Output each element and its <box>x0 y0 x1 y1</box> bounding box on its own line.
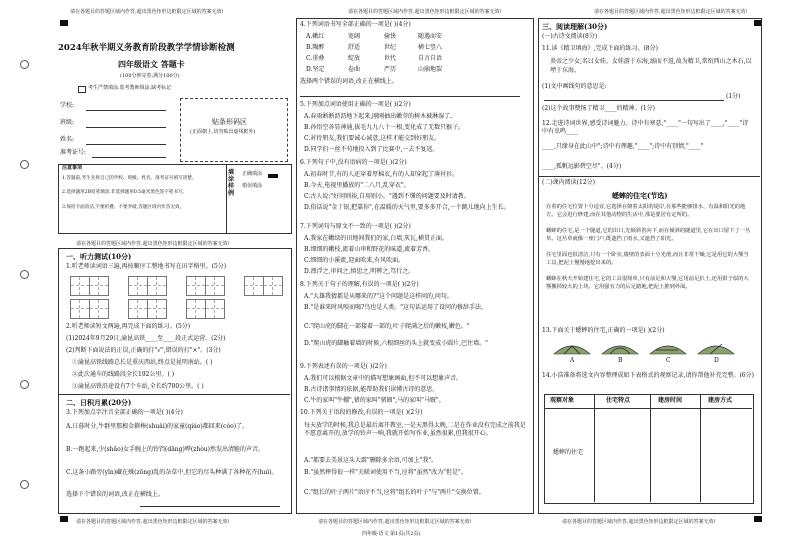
q7-text: 7.下列词句与原文不一致的一项是( )(2分) <box>300 223 411 230</box>
q7-opt: D.漂浮之,审问之,慎思之,明辨之,笃行之。 <box>304 268 415 275</box>
q12-line2: ____,只缘身在此山中";诗中有理趣,"____";诗中有别情,"____" <box>542 143 704 150</box>
tianzige-cell[interactable] <box>147 299 167 319</box>
q5-opt: B.孙悟空各显神通,拔毛九九八十一根,变化成了无数只猴子。 <box>304 124 465 131</box>
q8-opt: D."爬山虎的脚触着墙的时候,六根细丝的头上就变成小圆片,巴住墙。" <box>304 340 488 347</box>
q13-option-label[interactable]: B <box>618 357 623 364</box>
q2-text: 2.听老师读短文两遍,再完成下面的练习。(5分) <box>66 323 191 330</box>
school-field[interactable] <box>86 110 166 111</box>
burrow-option-image <box>696 340 736 356</box>
tianzige-cell[interactable] <box>147 276 167 296</box>
article-para: 住宅里面也很清洁,只有一个卧室,墙壁的表面十分光滑,而且非常干燥,它是用它的大颚当工具,把泥土慢慢地挖出来的。 <box>546 252 749 266</box>
article-para: 蟋蟀在秋天开始建住宅,它的工具很简单,只有前足和大颚,它用前足扒土,还用钳子似的大颚搬掉较大的土块。它用强有力的后足踏地,把泥土推到外面。 <box>546 276 749 290</box>
q3d-text: 选择下个错误的词语,改正在横线上。 <box>66 491 164 498</box>
q13-option-label[interactable]: A <box>570 357 575 364</box>
table-answer-cell[interactable] <box>701 409 751 501</box>
q4-row: C.重叠 <box>306 55 325 62</box>
q6-opt: D.俗话说"金丁银,把靠你",在温暖的天气里,要多多开合,一个跳儿地向上生长。 <box>304 204 510 211</box>
article-title: 蟋蟀的住宅(节选) <box>612 191 668 200</box>
q5-opt: D.同学们一丝不苟地投入到了比赛中,一去不复返。 <box>304 146 439 153</box>
absent-checkbox[interactable] <box>78 86 86 93</box>
q10-opt: B."虽然摔得很一样"关联词使用不当,应将"虽然"改为"但是"。 <box>304 469 467 476</box>
section-divider <box>538 176 760 177</box>
q14-text: 14.小浩准备将选文内容整理成如下表格式的观察记录,请你帮他补充完整。(6分) <box>542 372 754 379</box>
q2-2a-text: ①渝昆高铁线路总长是重庆西站,终点是昆明南站。( ) <box>72 359 213 366</box>
binding-ring-icon <box>20 60 29 69</box>
q9-opt: B.古诗诸事情的依据,能帮助我们读懂古诗的意思。 <box>304 386 439 393</box>
article-para: 蟋蟀的住宅,是一个隧道,它的出口,先倾斜着向下,而在倾斜的隧道里,它在出口留下了一丛草。这丛草就像一座门户,既遮挡了雨水,又遮挡了阳光。 <box>546 228 751 242</box>
q8-opt: A."大雄我猜都是从哪来的?"这个问题是这样问的,问句。 <box>304 293 453 300</box>
top-banner-left: 请在各题目的答题区域内作答,超出黑色矩形边框限定区域的答案无效! <box>70 9 224 15</box>
q4-row: 山崩地裂 <box>418 66 443 73</box>
tianzige-cell[interactable] <box>244 276 264 296</box>
corner-mark <box>60 516 68 522</box>
q2-1-text: (1)2024年9月29日,渝昆高铁____至____段正式运营。(2分) <box>66 335 226 342</box>
q12-line3: ____,孤帆远影碧空尽"。(4分) <box>542 163 622 170</box>
notice-divider <box>226 164 227 233</box>
q5-opt: C.对待朋友,我们要诚心诚意,这样才能交到好朋友。 <box>304 135 441 142</box>
exam-subtitle: 四年级语文 答题卡 <box>118 59 185 69</box>
table-header: 观察对象 <box>550 397 575 404</box>
q2-2b-text: ②此次通车的线路段全长192公里。( ) <box>72 371 175 378</box>
burrow-option-image <box>552 340 592 356</box>
sec1-title: 一、听力测试(10分) <box>66 252 132 261</box>
q4-row: 自言自语 <box>418 55 443 62</box>
article-para: 在着的住宅位置十分适宜,它选择在朝着太阳的堤岸,在那些能够排水、有温和阳光的地方。它会进行修建,而在其他动物的生活中,那是要居有定所的。 <box>546 204 746 218</box>
tianzige-cell[interactable] <box>263 276 283 296</box>
sec3-title: 三、阅读理解(30分) <box>542 22 608 31</box>
sub1-title: (一)古诗文阅读(8分) <box>542 33 598 40</box>
page-footer: 四年级·语文 第1页(共2页) <box>362 531 421 537</box>
corner-mark <box>754 516 762 522</box>
tianzige-cell[interactable] <box>205 276 225 296</box>
exam-title: 2024年秋半期义务教育阶段教学学情诊断检测 <box>58 43 235 53</box>
q6-opt: A.初春时节,有的人还穿着厚棉衣,有的人却穿起了薄衬衫。 <box>304 171 459 178</box>
sub2-title: (二)课内阅读(12分) <box>542 179 595 186</box>
burrow-option-image <box>648 340 688 356</box>
bottom-banner-right: 请在各题目的答题区域内作答,超出黑色矩形边框限定区域的答案无效! <box>562 519 716 525</box>
table-answer-cell[interactable] <box>595 409 649 501</box>
q4-note: 选择两个错误的词语,改正在横线上。 <box>300 78 398 85</box>
q6-text: 6.下列句子中,没有语病的一项是( )(2分) <box>300 159 407 166</box>
q6-opt: B.今天,电视里播放的"二八月,乱穿衣"。 <box>304 182 410 189</box>
notice-item: 3.保持卡面清洁,不要折叠、不要弄破,答题区域内作答无效。 <box>62 205 185 210</box>
q6-opt: C.古人说:"好问则裕,自用则小。"遇到不懂的问题要及时请教。 <box>304 193 470 200</box>
q4-row: D.坚定 <box>306 66 325 73</box>
q7-opt: A.我家在嫩绿的田地间我们的家,白墙,灰瓦,横贯正面。 <box>304 235 448 242</box>
q4-row: 世纪 <box>384 44 397 51</box>
q13-text: 13.下面关于蟋蟀的住宅,正确的一项是( )(2分) <box>542 327 665 334</box>
tianzige-cell[interactable] <box>128 276 148 296</box>
table-header: 建房时间 <box>658 397 683 404</box>
q10-opt: A."都要去美景这头大霹"删除多余语,可加上"我"。 <box>304 457 438 464</box>
bottom-banner-left: 请在各题目的答题区域内作答,超出黑色矩形边框限定区域的答案无效! <box>76 519 230 525</box>
id-field[interactable] <box>92 157 166 158</box>
table-answer-cell[interactable] <box>651 409 699 501</box>
q9-text: 9.下列表述有误的一项是( )(2分) <box>300 363 387 370</box>
q4-row: 绽放 <box>348 55 361 62</box>
tianzige-cell[interactable] <box>205 299 225 319</box>
top-banner-right: 请在各题目的答题区域内作答,超出黑色矩形边框限定区域的答案无效! <box>594 9 748 15</box>
poem-text: 炎帝之少女,名曰女娃。女娃游于东海,溺而不返,故为精卫,常衔西山之木石,以堙于东海。 <box>550 58 752 74</box>
q2-2c-text: ③渝昆高铁沿途设有7个车站,全长约700公里。( ) <box>72 383 204 390</box>
name-label: 姓名: <box>60 136 75 143</box>
section-banner: 请在各题目的答题区域内作答,超出黑色矩形边框限定区域的答案无效! <box>76 241 230 247</box>
q8-opt: C."爬山虎的脚在一部接着一部的,叶子爬满之后的嫩枝,嫩色。" <box>304 323 470 330</box>
q4-row: 舒适 <box>348 44 361 51</box>
q11-1-answer-line[interactable] <box>544 100 724 101</box>
fill-sample-label: 填涂样例 <box>228 169 235 197</box>
q5-opt: A.春雨淅淅沥沥地下起来,刚刚抽出嫩芽的树木被淋湿了。 <box>304 113 457 120</box>
q4-text: 4.下列词语书写全部正确的一项是( )(4分) <box>300 21 411 28</box>
notice-item: 1.答题前,考生先将自己的学校、班级、姓名、准考证号填写清楚。 <box>62 176 197 181</box>
q1-text: 1.听老师读词语三遍,再按顺序工整地书写在田字格里。(5分) <box>66 263 227 270</box>
wrong-fill-label: 错误填涂 <box>242 183 263 189</box>
binding-ring-icon <box>20 160 29 169</box>
section-divider <box>58 394 290 395</box>
burrow-option-image <box>600 340 640 356</box>
q13-option-label[interactable]: C <box>666 357 671 364</box>
q4-row: A.嫩红 <box>306 33 325 40</box>
q9-opt: C.牛的家叫"牛棚",猪的家叫"猪圈",马的家叫"马厩"。 <box>304 397 445 404</box>
table-row-label: 蟋蟀的住宅 <box>552 449 583 456</box>
q11-1-text: (1)文中画线句的意思是: <box>542 83 607 90</box>
answer-frame-col2 <box>296 18 534 514</box>
correct-fill-label: 正确填涂 <box>242 171 263 177</box>
q11-1-score: (1分) <box>726 93 741 100</box>
q10-text: 10.下列关于语段的修改,有误的一项是( )(2分) <box>300 409 423 416</box>
table-header: 建房方式 <box>708 397 733 404</box>
binding-ring-icon <box>20 480 29 489</box>
q9-opt: A.我们可以根据文章中的描写想象画面,但不可以想象声音。 <box>304 375 463 382</box>
q11-2-text: (2)这个故事赞扬了精卫____的精神。(1分) <box>542 105 655 112</box>
school-label: 学校: <box>60 102 75 109</box>
binding-ring-icon <box>20 380 29 389</box>
q13-option-label[interactable]: D <box>714 357 719 364</box>
notice-title: 注意事项 <box>62 165 83 171</box>
q8-opt: B."是谁来时风嗅而喝?鸟也是人类。"这句话运用了设问的修辞手法。 <box>304 304 488 311</box>
id-label: 准考证号: <box>60 149 87 156</box>
correct-fill-mark <box>268 174 278 178</box>
class-field[interactable] <box>86 127 166 128</box>
tianzige-cell[interactable] <box>89 299 109 319</box>
corner-mark <box>60 20 68 26</box>
q4-row: 横七竖八 <box>418 44 443 51</box>
sec2-title: 二、日积月累(20分) <box>66 398 132 407</box>
notice-item: 2.选择题用2B铅笔填涂,非选择题用0.5毫米黑色签字笔书写。 <box>62 190 188 195</box>
q3-answer-line[interactable] <box>140 506 280 507</box>
class-label: 班级: <box>60 119 75 126</box>
tianzige-cell[interactable] <box>89 276 109 296</box>
tianzige-cell[interactable] <box>70 299 90 319</box>
q4-answer-line[interactable] <box>300 96 520 97</box>
q7-opt: C.细细的小溪流,迎面吹来,有风吹面。 <box>304 257 405 264</box>
table-header: 住宅特点 <box>606 397 631 404</box>
tianzige-cell[interactable] <box>128 299 148 319</box>
tianzige-cell[interactable] <box>186 276 206 296</box>
q4-row: B.陶醉 <box>306 44 325 51</box>
q3b-text: B.一跑起来,少(shǎo)女手腕上的铃铛(dāng)哗(zhòu)然发出清脆的声音。 <box>66 446 265 453</box>
q2-2-text: (2)判断下面说法的正误,正确的打"√",错误的打"×"。(3分) <box>66 347 221 354</box>
q7-opt: B.细细的嫩枝,流着山串和野花的味道,流着芳香。 <box>304 246 435 253</box>
q4-row: 宽阔 <box>348 33 361 40</box>
q4-row: 偷快 <box>384 33 397 40</box>
q3-text: 3.下列加点字注音全部正确的一项是( )(4分) <box>66 409 183 416</box>
q10-passage: 每天放学的时候,我总是最后离开教室,一是天黑得太晚,二是在作业没有完成之前我是不愿意离开的,放学的铃声一响,我就开始写作业,虽然很累,但我很开心。 <box>304 422 526 438</box>
time-note: (100分钟完卷,满分100分) <box>120 73 180 79</box>
binding-ring-icon <box>20 270 29 279</box>
q3c-text: C.这条小路旁(yǐn)藏在蛛(zōng)乱的杂草中,但它的尽头种满了各种花卉(huì)。 <box>66 469 278 476</box>
top-banner-mid: 请在各题目的答题区域内作答,超出黑色矩形边框限定区域的答案无效! <box>348 9 502 15</box>
q4-row: 世代 <box>384 55 397 62</box>
q4-row: 卷曲 <box>348 66 361 73</box>
bottom-banner-mid: 请在各题目的答题区域内作答,超出黑色矩形边框限定区域的答案无效! <box>318 519 472 525</box>
barcode-note: (正面朝上,切勿贴出虚线框外) <box>190 129 256 135</box>
name-field[interactable] <box>86 144 166 145</box>
tianzige-cell[interactable] <box>186 299 206 319</box>
q12-text: 12.走进诗词世界,感受诗词魅力。诗中有寒意,"____"一句写出了____,"____"诗中有虫鸣____ <box>542 120 749 136</box>
q10-opt: C."组长的叶子两片"语序不当,应将"组长的叶子"与"两片"交换位置。 <box>304 489 485 496</box>
q3a-text: A.日暮时分,牛群里那根金箍棒(shuài)的家童(qiáo)都回来(cóo)了。 <box>66 423 249 430</box>
q8-text: 8.下列关于句子的理解,有误的一项是( )(2分) <box>300 281 419 288</box>
absent-note: 考生严禁填涂,监考教师填涂,缺考标记 <box>88 85 172 91</box>
q4-row: 严历 <box>384 66 397 73</box>
q11-text: 11.读《精卫填海》,完成下面的练习。(8分) <box>542 45 658 52</box>
q5-text: 5.下列加点词语使用正确的一项是( )(2分) <box>300 101 411 108</box>
barcode-title: 贴条形码区 <box>212 118 247 126</box>
q4-row: 随遇而安 <box>418 33 443 40</box>
tianzige-cell[interactable] <box>70 276 90 296</box>
